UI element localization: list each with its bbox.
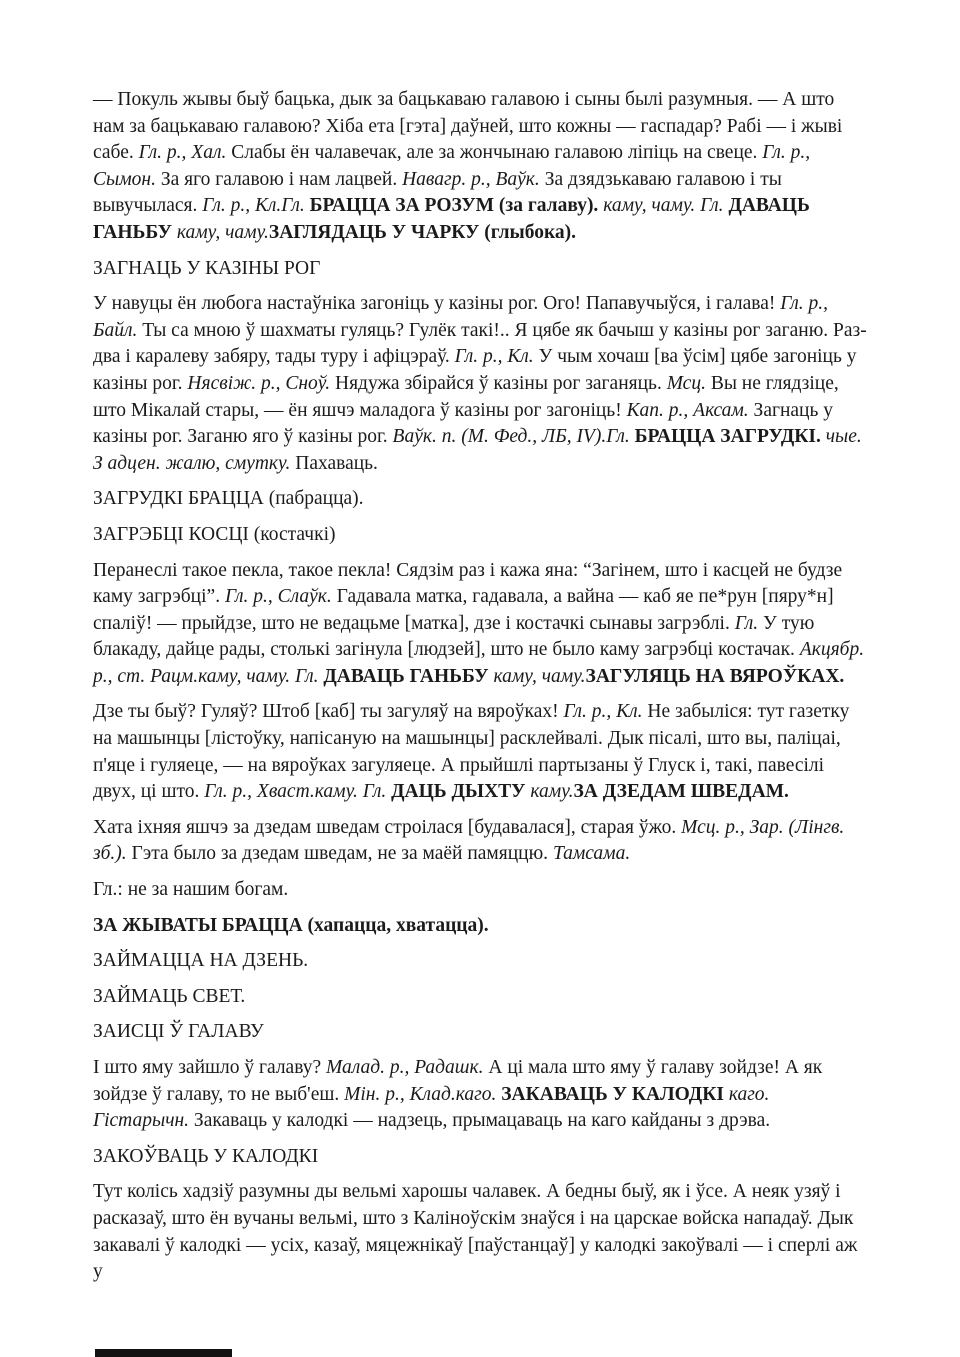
text-run: ЗАИСЦІ Ў ГАЛАВУ bbox=[93, 1021, 264, 1043]
text-run: Акцябр. р., ст. Рацм.каму, чаму. Гл. bbox=[93, 639, 865, 687]
text-run: Закаваць у калодкі — надзець, прымацаваць на каго кайданы з дрэва. bbox=[189, 1110, 771, 1132]
text-run: Гэта было за дзедам шведам, не за маёй памяццю. bbox=[126, 843, 553, 865]
paragraph bbox=[93, 699, 869, 805]
text-run: Слабы ён чалавечак, але за жончынаю галавою ліпіць на свеце. bbox=[226, 142, 763, 164]
text-run: ЗАГРУДКІ БРАЦЦА (пабрацца). bbox=[93, 488, 364, 510]
text-run: Гл. р., Кл. bbox=[454, 346, 534, 368]
text-run: Не забыліся: тут газетку на машынцы [лістоўку, напісаную на машынцы] расклейвалі. Дык пісалі, што вы, паліцаі, п'яце і гуляеце, — на вяроўках загуляеце. А прыйшлі партызаны ў Глуск і, такі, павесілі двух, ці што. bbox=[93, 701, 850, 803]
text-run: ЗАЙМАЦЬ СВЕТ. bbox=[93, 985, 246, 1007]
text-run: Загнаць у казіны рог. Заганю яго ў казіны рог. bbox=[93, 399, 834, 448]
text-run: Гл. р., Байл. bbox=[93, 293, 829, 341]
paragraph bbox=[93, 291, 869, 477]
entry-heading bbox=[93, 984, 869, 1011]
text-run: І што яму зайшло ў галаву? bbox=[93, 1057, 327, 1078]
entry-heading bbox=[93, 522, 869, 549]
text-run: каму, чаму. Гл. bbox=[603, 195, 724, 217]
text-run: каму. bbox=[530, 781, 574, 803]
text-run: Нясвіж. р., Сноў. bbox=[187, 372, 331, 394]
text-run: Гл. р., Хал. bbox=[138, 142, 227, 164]
entry-heading bbox=[93, 913, 869, 940]
text-run: Дзе ты быў? Гуляў? Штоб [каб] ты загуляў на вяроўках! bbox=[93, 701, 564, 723]
text-run: Пахаваць. bbox=[290, 452, 378, 474]
text-run: Гл. р., Слаўк. bbox=[224, 586, 332, 608]
text-run: каму, чаму. bbox=[176, 221, 269, 243]
text-run: Вы не глядзіце, што Мікалай стары, — ён яшчэ маладога ў казіны рог загоніць! bbox=[93, 372, 839, 421]
text-run: каму, чаму. bbox=[493, 665, 586, 687]
paragraph bbox=[93, 558, 869, 691]
text-run: За яго галавою і нам лацвей. bbox=[155, 168, 403, 190]
entry-heading bbox=[93, 486, 869, 513]
text-run: Гадавала матка, гадавала, а вайна — каб яе пе*рун [пяру*н] спаліў! — прыйдзе, што не ведацьме [матка], дзе і костачкі сынавы загрэблі. bbox=[93, 586, 834, 634]
document-content bbox=[93, 87, 869, 1295]
text-run: У навуцы ён любога настаўніка загоніць у казіны рог. Ого! Папавучыўся, і галава! bbox=[93, 293, 781, 315]
text-run: Гл. р., Сымон. bbox=[93, 142, 811, 190]
text-run: Хата іхняя яшчэ за дзедам шведам строілася [будавалася], старая ўжо. bbox=[93, 816, 682, 838]
text-run: Перанеслі такое пекла, такое пекла! Сядзім раз і кажа яна: “Загінем, што і касцей не будзе каму загрэбці”. bbox=[93, 559, 843, 608]
text-run: Кап. р., Аксам. bbox=[626, 399, 749, 421]
text-run: Гл. р., Хваст.каму. Гл. bbox=[204, 781, 387, 803]
text-run: каго. Гістарычн. bbox=[93, 1083, 770, 1132]
entry-heading bbox=[93, 1144, 869, 1171]
text-run: Малад. р., Радашк. bbox=[326, 1057, 484, 1078]
text-run: У чым хочаш [ва ўсім] цябе загоніць у казіны рог. bbox=[93, 346, 857, 394]
paragraph bbox=[93, 815, 869, 868]
text-run: — Покуль жывы быў бацька, дык за бацькаваю галавою і сыны былі разумныя. — А што нам за бацькаваю галавою? Хіба ета [гэта] даўней, што кожны — гаспадар? Рабі — і жыві сабе. bbox=[93, 89, 843, 164]
text-run: Тамсама. bbox=[552, 843, 631, 865]
paragraph bbox=[93, 1179, 869, 1285]
text-run: ДАВАЦЬ ГАНЬБУ bbox=[323, 665, 489, 687]
text-run: чые. З адцен. жалю, смутку. bbox=[93, 426, 862, 474]
text-run: ДАВАЦЬ ГАНЬБУ bbox=[93, 195, 810, 243]
paragraph bbox=[93, 87, 869, 247]
text-run: БРАЦЦА ЗАГРУДКІ. bbox=[634, 426, 821, 448]
text-run: Гл. р., Кл.Гл. bbox=[202, 195, 305, 217]
text-run: Гл.: не за нашим богам. bbox=[93, 879, 289, 901]
text-run: ЗАГНАЦЬ У КАЗІНЫ РОГ bbox=[93, 257, 321, 279]
text-run: ЗАЙМАЦЦА НА ДЗЕНЬ. bbox=[93, 950, 309, 972]
cutoff-text-fragment bbox=[95, 1349, 232, 1357]
text-run: Гл. р., Кл. bbox=[563, 701, 643, 723]
text-run: ЗАГРЭБЦІ КОСЦІ (костачкі) bbox=[93, 523, 336, 545]
text-run: Мін. р., Клад.каго. bbox=[344, 1083, 497, 1105]
text-run: ЗАКОЎВАЦЬ У КАЛОДКІ bbox=[93, 1145, 319, 1167]
entry-heading bbox=[93, 256, 869, 283]
text-run: ЗА ДЗЕДАМ ШВЕДАМ. bbox=[573, 781, 789, 803]
entry-heading bbox=[93, 1019, 869, 1046]
text-run: ЗАКАВАЦЬ У КАЛОДКІ bbox=[501, 1083, 724, 1105]
text-run: ЗАГУЛЯЦЬ НА ВЯРОЎКАХ. bbox=[585, 665, 845, 687]
text-run: БРАЦЦА ЗА РОЗУМ (за галаву). bbox=[309, 195, 599, 217]
text-run: У тую блакаду, дайце рады, столькі загінула [людзей], што не было каму загрэбці костачак. bbox=[93, 612, 815, 661]
text-run: Гл. bbox=[734, 612, 759, 634]
entry-heading bbox=[93, 948, 869, 975]
text-run: ЗА ЖЫВАТЫ БРАЦЦА (хапацца, хватацца). bbox=[93, 914, 489, 936]
text-run: Мсц. р., Зар. (Лінгв. зб.). bbox=[93, 816, 845, 865]
text-run: А ці мала што яму ў галаву зойдзе! А як зойдзе ў галаву, то не выб'еш. bbox=[93, 1057, 823, 1105]
text-run: ЗАГЛЯДАЦЬ У ЧАРКУ (глыбока). bbox=[268, 221, 577, 243]
text-run: Ваўк. п. (М. Фед., ЛБ, IV).Гл. bbox=[392, 426, 630, 448]
text-run: Нядужа збірайся ў казіны рог заганяць. bbox=[330, 372, 667, 394]
text-run: Навагр. р., Ваўк. bbox=[402, 168, 540, 190]
text-run: Тут колісь хадзіў разумны ды вельмі харошы чалавек. А бедны быў, як і ўсе. А неяк узяў і расказаў, што ён вучаны вельмі, што з Каліноўскім знаўся і на царскае войска нападаў. Дык закавалі ў калодкі — усіх, казаў, мяцежнікаў [паўстанцаў] у калодкі закоўвалі — і сперлі аж у bbox=[93, 1181, 858, 1283]
text-run: Мсц. bbox=[666, 372, 706, 394]
paragraph bbox=[93, 877, 869, 904]
text-run: ДАЦЬ ДЫХТУ bbox=[391, 781, 526, 803]
text-run: За дзядзькаваю галавою і ты вывучылася. bbox=[93, 168, 782, 217]
paragraph bbox=[93, 1055, 869, 1135]
text-run: Ты са мною ў шахматы гуляць? Гулёк такі!.. Я цябе як бачыш у казіны рог заганю. Раз-два і каралеву забяру, тады туру і афіцэраў. bbox=[93, 319, 867, 368]
